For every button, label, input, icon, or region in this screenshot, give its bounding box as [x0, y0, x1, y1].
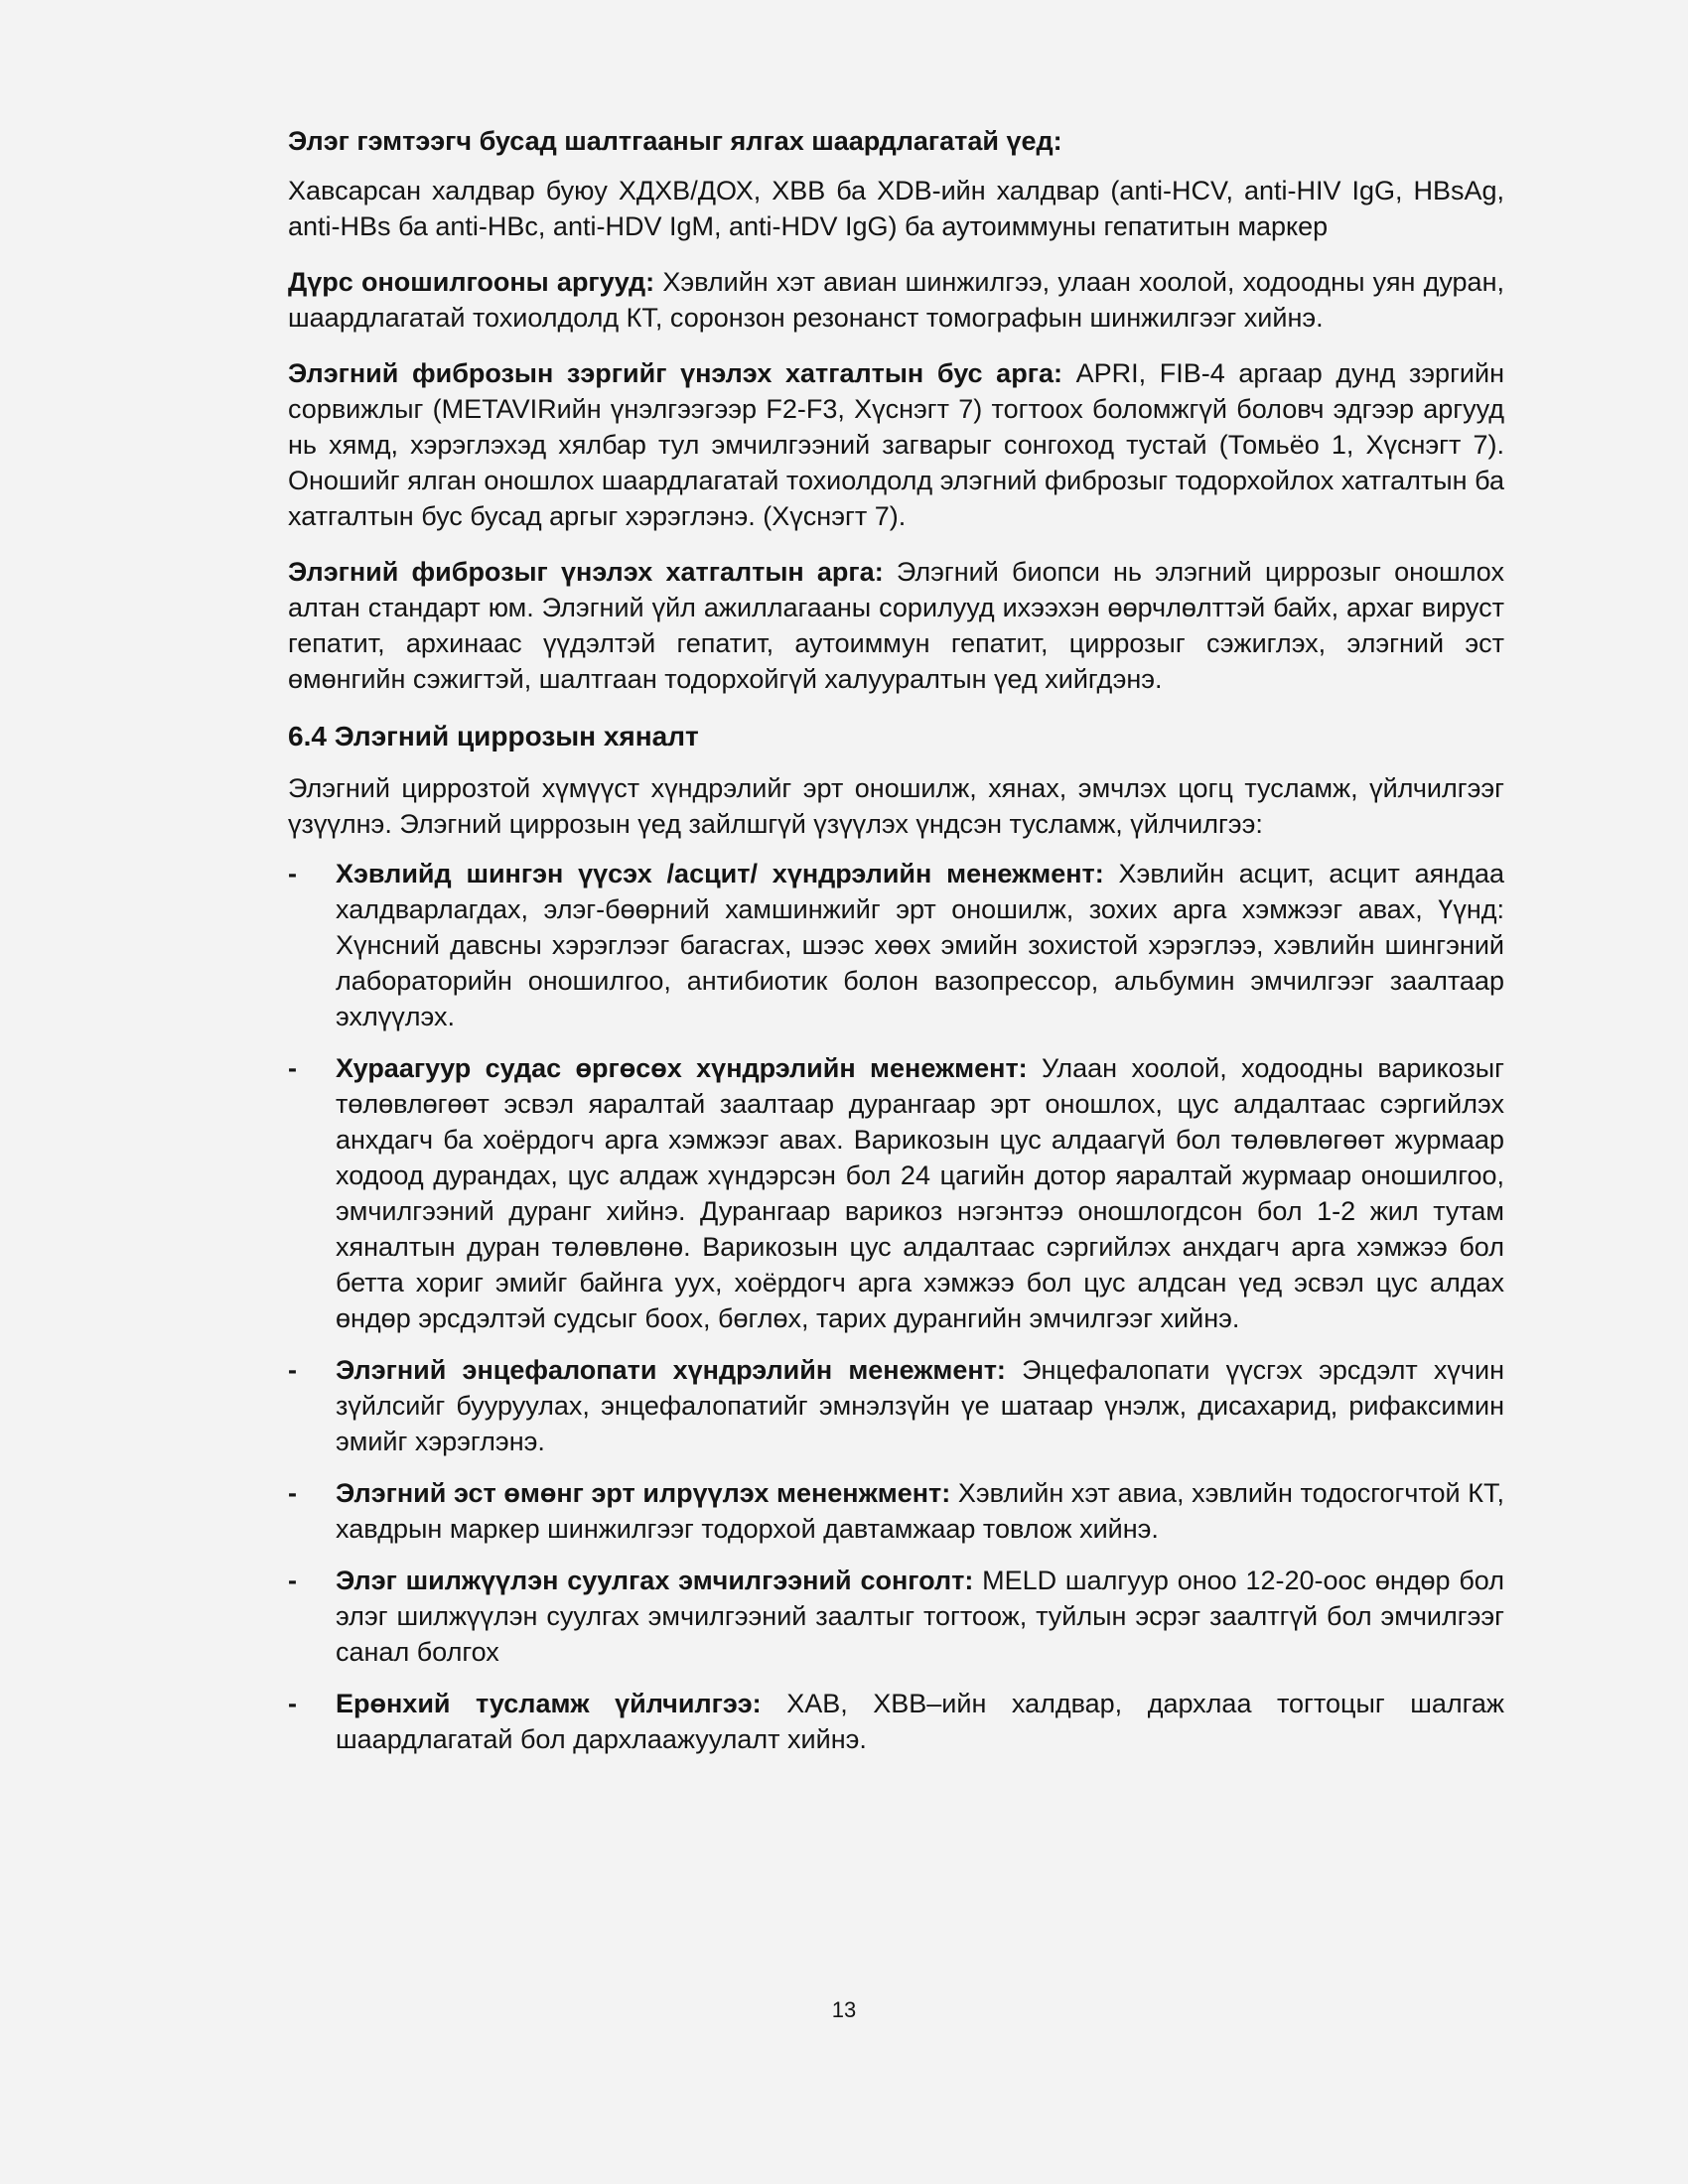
noninvasive-fibrosis-block: [288, 355, 1504, 534]
noninvasive-fibrosis-paragraph: [288, 355, 1504, 534]
list-item: [288, 1686, 1504, 1757]
imaging-text: Хэвлийн хэт авиан шинжилгээ, улаан хоолой, ходоодны уян дуран, шаардлагатай тохиолдолд КТ, соронзон резонанст томографын шинжилгээг хийнэ.: [288, 267, 1504, 333]
differential-text: Хавсарсан халдвар буюу ХДХВ/ДОХ, ХВВ ба ХDВ-ийн халдвар (anti-HCV, anti-HIV IgG, HBsAg, anti-HBs ба anti-HBc, anti-HDV IgM, anti-HDV IgG) ба аутоиммуны гепатитын маркер: [288, 176, 1504, 241]
list-item: [288, 1050, 1504, 1336]
list-item: [288, 1563, 1504, 1670]
noninvasive-fibrosis-lead: Элэгний фиброзын зэргийг үнэлэх хатгалтын бус арга:: [288, 358, 1062, 388]
management-list: [288, 856, 1504, 1757]
list-item: [288, 1352, 1504, 1459]
noninvasive-fibrosis-text: APRI, FIB-4 аргаар дунд зэргийн сорвижлыг (METAVIRийн үнэлгээгээр F2-F3, Хүснэгт 7) тогтоох боломжгүй боловч эдгээр аргууд нь хямд, хэрэглэхэд хялбар тул эмчилгээний загварыг сонгоход тустай (Томьёо 1, Хүснэгт 7). Оношийг ялган оношлох шаардлагатай тохиолдолд элэгний фиброзыг тодорхойлох хатгалтын ба хатгалтын бус бусад аргыг хэрэглэнэ. (Хүснэгт 7).: [288, 358, 1504, 531]
differential-heading: Элэг гэмтээгч бусад шалтгааныг ялгах шаардлагатай үед:: [288, 126, 1062, 156]
bullet-dash: -: [288, 1355, 297, 1385]
bullet-dash: -: [288, 1566, 297, 1595]
bullet-text: ХАВ, ХВВ–ийн халдвар, дархлаа тогтоцыг шалгаж шаардлагатай бол дархлаажуулалт хийнэ.: [336, 1689, 1504, 1754]
bullet-lead: Элэг шилжүүлэн суулгах эмчилгээний сонголт:: [336, 1566, 974, 1595]
invasive-fibrosis-text: Элэгний биопси нь элэгний циррозыг оношлох алтан стандарт юм. Элэгний үйл ажиллагааны сорилууд ихээхэн өөрчлөлттэй байх, архаг вируст гепатит, архинаас үүдэлтэй гепатит, аутоиммун гепатит, циррозыг сэжиглэх, элэгний эст өмөнгийн сэжигтэй, шалтгаан тодорхойгүй халууралтын үед хийгдэнэ.: [288, 557, 1504, 694]
bullet-text: Хэвлийн хэт авиа, хэвлийн тодосгогчтой КТ, хавдрын маркер шинжилгээг тодорхой давтамжаар товлож хийнэ.: [336, 1478, 1504, 1544]
bullet-lead: Элэгний энцефалопати хүндрэлийн менежмент:: [336, 1355, 1006, 1385]
imaging-block: [288, 264, 1504, 336]
list-item: [288, 856, 1504, 1034]
imaging-lead: Дүрс оношилгооны аргууд:: [288, 267, 655, 297]
bullet-text: Хэвлийн асцит, асцит аяндаа халдварлагдах, элэг-бөөрний хамшинжийг эрт оношилж, зохих арга хэмжээг авах, Үүнд: Хүнсний давсны хэрэглээг багасгах, шээс хөөх эмийн зохистой хэрэглээ, хэвлийн шингэний лабораторийн оношилгоо, антибиотик болон вазопрессор, альбумин эмчилгээг заалтаар эхлүүлэх.: [336, 859, 1505, 1031]
invasive-fibrosis-paragraph: [288, 554, 1504, 697]
page-number: 13: [831, 1997, 857, 2022]
bullet-text: MELD шалгуур оноо 12-20-оос өндөр бол элэг шилжүүлэн суулгах эмчилгээний заалтыг тогтоож, туйлын эсрэг заалтгүй бол эмчилгээг санал болгох: [336, 1566, 1504, 1667]
section-intro: Элэгний циррозтой хүмүүст хүндрэлийг эрт оношилж, хянах, эмчлэх цогц тусламж, үйлчилгээг үзүүлнэ. Элэгний циррозын үед зайлшгүй үзүүлэх үндсэн тусламж, үйлчилгээ:: [288, 773, 1504, 839]
bullet-lead: Элэгний эст өмөнг эрт илрүүлэх мененжмент:: [336, 1478, 951, 1508]
section-title: 6.4 Элэгний циррозын хяналт: [288, 721, 699, 751]
imaging-paragraph: [288, 264, 1504, 336]
invasive-fibrosis-block: [288, 554, 1504, 697]
bullet-text: Улаан хоолой, ходоодны варикозыг төлөвлөгөөт эсвэл яаралтай заалтаар дурангаар эрт оношлох, цус алдалтаас сэргийлэх анхдагч ба хоёрдогч арга хэмжээг авах. Варикозын цус алдаагүй бол төлөвлөгөөт журмаар ходоод дурандах, цус алдаж хүндэрсэн бол 24 цагийн дотор яаралтай журмаар оношилгоо, эмчилгээний дуранг хийнэ. Дурангаар варикоз нэгэнтээ оношлогдсон бол 1-2 жил тутам хяналтын дуран төлөвлөнө. Варикозын цус алдалтаас сэргийлэх анхдагч арга хэмжээ бол бетта хориг эмийг байнга уух, хоёрдогч арга хэмжээ бол цус алдсан үед эсвэл цус алдах өндөр эрсдэлтэй судсыг боох, бөглөх, тарих дурангийн эмчилгээг хийнэ.: [336, 1053, 1504, 1333]
differential-block: [288, 121, 1504, 244]
bullet-dash: -: [288, 1478, 297, 1508]
invasive-fibrosis-lead: Элэгний фиброзыг үнэлэх хатгалтын арга:: [288, 557, 884, 587]
bullet-dash: -: [288, 859, 297, 888]
list-item: [288, 1475, 1504, 1547]
bullet-dash: -: [288, 1689, 297, 1718]
bullet-text: Энцефалопати үүсгэх эрсдэлт хүчин зүйлсийг бууруулах, энцефалопатийг эмнэлзүйн үе шатаар үнэлж, дисахарид, рифаксимин эмийг хэрэглэнэ.: [336, 1355, 1504, 1456]
bullet-lead: Хураагуур судас өргөсөх хүндрэлийн менежмент:: [336, 1053, 1028, 1083]
bullet-lead: Хэвлийд шингэн үүсэх /асцит/ хүндрэлийн менежмент:: [336, 859, 1104, 888]
bullet-lead: Ерөнхий тусламж үйлчилгээ:: [336, 1689, 762, 1718]
bullet-dash: -: [288, 1053, 297, 1083]
